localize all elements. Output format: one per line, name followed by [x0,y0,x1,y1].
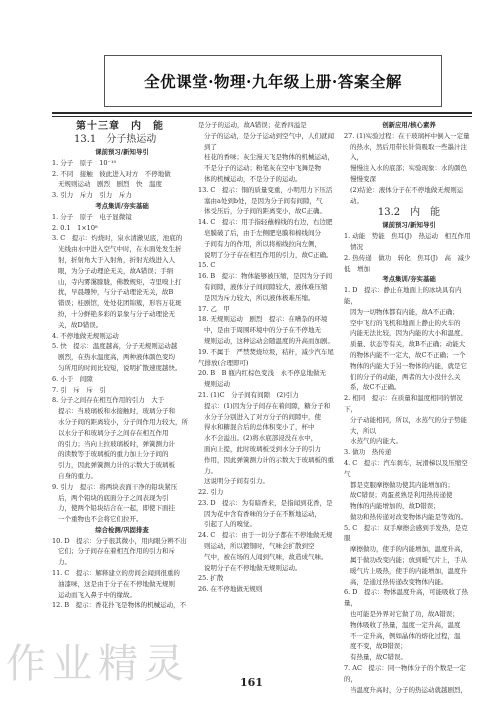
answer-item: 1. D 提示：静止在地面上的冰块具有内能， [344,286,462,305]
answer-line: 得水和糖混合后的总体积变小了，杯中 [204,423,315,432]
answer-item: 2. 热传递 做功 转化 焦耳(J) 高 减少 低 增加 [344,253,477,273]
answer-line: 的物体内能不一定大，故C不正确；一个 [350,350,466,359]
answer-line: 扰，早晨趣钟，与分子动理论无关，故B [58,288,174,297]
answer-item: 24. C 提示：由于一切分子都在不停地做无规 [198,531,333,540]
answer-item: 9. 引力 提示：将两块表面干净的铅块紧压 [52,482,178,491]
answer-item: 23. D 提示：为有暗香来，是指闻到花香，是 [198,498,333,507]
answer-line: 一个重物也不会将它们拉开。 [58,515,143,524]
answer-line: 是因为斥力较大，所以液体极难压缩。 [204,293,315,302]
answer-line: 不是分子的运动；粉笔灰在空中飞舞是物 [204,164,321,173]
answer-item: 15. C [198,261,216,270]
answer-line: 皂膜破了后，由于左侧肥皂膜和棉线间分 [204,228,321,237]
header-rule-thick [52,112,472,114]
answer-line: 匀所用的时间比较短，说明扩散速度越快。 [58,363,182,372]
answer-line: 提示：(1)因为分子间存在着间隙，糖分子和 [204,401,331,410]
answer-column-left [52,120,192,611]
answer-line: 自身的重力。 [58,471,97,480]
answer-item: 是分子的运动，故A错误；花香四溢是 [198,121,307,129]
answer-line: 剧烈，在热水温度高，两种液体颜色变均 [58,353,175,362]
answer-item: 1. 分子 原子 10⁻¹⁰ [52,158,117,167]
answer-line: 引力，因此弹簧测力计的示数大于玻璃板 [58,461,175,470]
answer-item: 5. 快 提示：温度越高，分子无规则运动越 [52,342,178,351]
answer-line: 中，是由于周围环境中的分子在不停地无 [204,326,321,335]
answer-line: 后，两个铅块的底面分子之间表现为引 [58,493,169,502]
answer-item: 3. 引力 斥力 引力 斥力 [52,191,132,200]
answer-line: 这说明分子间有引力。 [204,477,269,486]
subsection-label: 综合检测/巩固排查 [95,525,149,534]
answer-line: 属于做功改变内能；放到暖气片上，手从 [350,556,467,565]
answer-column-middle [198,120,338,595]
answer-line: 故C错误；鸡蛋煮熟是利用热传递使 [350,491,453,500]
answer-line: 面向上提，此时玻璃板受到水分子的引力 [204,444,321,453]
answer-line: 慢慢注入水的底部；实验现象：水的颜色 [350,164,467,173]
answer-item: 6. 小于 间隙 [52,374,93,383]
answer-line: 说明了分子存在相互作用的引力，故C正确。 [204,250,333,259]
answer-line: 油漆味，这是由于分子在不停地做无规则 [58,579,175,588]
answer-line: 纷，十分鲜艳多彩的景象与分子动理论无 [58,309,175,318]
answer-line: 暖气片上吸热，使手的内能增加，温度升 [350,566,467,575]
answer-line: 则运动，所以镀铜时，气味会扩散到空 [204,542,315,551]
answer-item: 12. B 提示：香花扑飞是物体的机械运动，不 [52,601,187,610]
answer-line: 物体的内能大于另一物体的内能，就是它 [350,361,467,370]
answer-line: 的热水，然后用带长针筒吸取一些墨汁注入， [350,142,467,162]
answer-item: 5. C 提示：双手摩擦会感到手发热，是克服 [344,523,468,543]
section-heading: 13.1 分子热运动 [74,134,157,145]
answer-line: 慢慢变深 [350,174,376,183]
answer-line: 分子的运动，是分子运动到空气中，人们就闻到了 [204,131,334,151]
answer-line: 光线由水中进入空气中时，在水面处发生折 [58,245,182,254]
answer-line: 运动而飞入鼻子中的缘故。 [58,590,136,599]
answer-item: 4. C 提示：汽车刹车，玩滑梯以及压缩空气 [344,458,468,478]
answer-line: 规则运动，这种运动会随温度的升高而加剧。 [204,336,334,345]
answer-line: 当温度升高时，分子的热运动就越剧烈， [350,685,467,694]
answer-line: 摩擦做功，使手的内能增加，温度升高， [350,545,467,554]
answer-line: 错误；桂剧馆，处处花团锦簇，形容万花斑 [58,299,182,308]
answer-item: 2. 不同 接触 彼此进入对方 不停地做 [52,169,171,178]
answer-line: 说明分子在不停地做无规则运动。 [204,563,302,572]
answer-line: 体受压后，分子间的距离变小，故C正确。 [204,207,326,216]
subsection-label: 创新应用/核心素养 [382,121,436,129]
answer-line: 提示：当玻璃板和水接触时，玻璃分子和 [58,407,175,416]
answer-line: 因为花中含有香味的分子在不断地运动， [204,509,321,518]
answer-item: 3. 做功 热传递 [344,448,392,457]
answer-line: 的引力；当向上拉玻璃板时，弹簧测力计 [58,439,175,448]
answer-line: 也可能是外界对它做了功，故A错误； [350,610,459,619]
answer-line: 因为一切物体都有内能，故A不正确； [350,307,459,316]
answer-line: 水蒸气的内能大。 [350,437,402,446]
answer-line: 无规则运动 剧烈 剧烈 快 温度 [58,180,162,189]
answer-line: 都是克服摩擦做功使其内能增加的； [350,480,454,489]
header-rule-thin [52,116,472,117]
answer-item: 2. 0.1 1×10⁸ [52,223,98,232]
answer-item: 25. 扩散 [198,574,224,583]
answer-item: 2. 相同 提示：在质量和温度相同的情况下， [344,394,463,413]
answer-column-right [344,120,477,695]
answer-item: 18. 无规则运动 剧烈 提示：在嘈杂的环境 [198,315,328,324]
answer-line: 关，故D错误。 [58,320,103,329]
answer-line: 们的分子的动能，两者的大小没什么关 [350,372,461,381]
answer-item: 20. B B 瓶内红棕色变浅 永不停息地做无 [198,369,327,378]
answer-line: 不一定升高，例如晶体的熔化过程，温 [350,631,461,640]
answer-item: 7. 引 斥 斥 引 [52,385,106,394]
answer-line: 有热量，故C错误。 [350,653,407,662]
answer-line: 物体吸收了热量，温度一定升高，温度 [350,620,461,629]
answer-line: 空中飞行的飞机和地面上静止的火车的 [350,318,461,327]
answer-item: 1. 分子 原子 电子显微镜 [52,212,132,221]
answer-line: 质量、状态等有关，故B不正确；动能大 [350,340,466,349]
answer-item: 4. 不停地做无规则运动 [52,331,119,340]
answer-item: 7. AC 提示：同一物体分子的个数是一定的， [344,664,466,683]
answer-line: 水分子间的距离较小，分子间作用力较大，所 [58,417,188,426]
answer-line: 有间隙，液体分子间间隙较大，液体难压缩 [204,282,328,291]
answer-item: 3. C 提示：灼烧时，泉水清澈见底，池底的 [52,234,183,243]
subsection-label: 考点集训/夯实基础 [95,201,149,210]
answer-line: 山，寺内雾霭朦胧，佛教规矩，寺里嗅上打 [58,277,182,286]
answer-item: 19. 不属于 严禁焚烧垃圾，秸秆，减少汽车尾气排放(合理即可) [198,347,334,367]
answer-line: 子间有力的作用，所以将棉线拉向左侧， [204,239,321,248]
watermark: 作业精灵 [6,641,190,687]
answer-line: 分子动能相同，所以，水蒸气的分子势能大，所以 [350,415,467,435]
answer-line: 作用，因此弹簧测力计的示数大于玻璃板的重力。 [204,455,334,475]
answer-line: 物体的内能增加的，故D错误； [350,502,440,511]
answer-line: 度不变，故B错误； [350,642,407,651]
answer-line: 高，是通过热传递改变物体内能。 [350,577,448,586]
answer-line: 做功和热传递对改变物体内能是等效的。 [350,512,467,521]
answer-line: (2)结论：液体分子在不停地做无规则运动。 [350,185,464,205]
answer-item: 13. C 提示：铜的质量变重，小明用力下压活 [198,185,333,194]
answer-item: 10. D 提示：分子很其微小，用肉眼分辨不出 [52,536,187,545]
answer-item: 6. D 提示：物体温度升高，可能吸收了热量， [344,588,468,608]
answer-line: 情况 [350,242,363,251]
section-heading: 13.2 内 能 [377,207,441,219]
answer-line: 射，折射角大于入射角，折射光线进入人 [58,255,175,264]
answer-line: 塞由a处到b处，是因为分子间有间隙，气 [204,196,323,205]
answer-item: 1. 动能 势能 焦耳(J) 热运动 相互作用 [344,232,471,241]
answer-line: 规则运动 [204,380,230,389]
answer-line: 水不会溢出。(2)将水底部浸没在水中， [204,434,318,443]
answer-line: 水分子分别进入了对方分子的间隙中，使 [204,412,321,421]
subsection-label: 课前预习/新知导引 [382,221,436,230]
page-number: 161 [240,676,263,689]
answer-line: 眼，为分子动理论无关，故A错误；手绢 [58,266,174,275]
answer-line: 引起了人的嗅觉。 [204,520,256,529]
answer-item: 17. 乙 甲 [198,304,230,313]
answer-line: 气中，被在场的人闻到气味，故造成气味。 [204,552,328,561]
subsection-label: 考点集训/夯实基础 [382,275,436,284]
answer-item: 26. 在不停地做无规则 [198,585,263,594]
answer-item: 22. 引力 [198,488,224,497]
answer-line: 内能无法比较，因为内能的大小和温度、 [350,329,467,338]
subsection-label: 课前预习/新知导引 [95,148,149,156]
answer-item: 8. 分子之间存在相互作用的引力 大于 [52,396,165,405]
answer-line: 它们；分子间存在着相互作用的引力和斥 [58,547,175,556]
answer-line: 力，使两个铅块结合在一起，即使下面挂 [58,504,175,513]
page-title: 全优课堂·物理·九年级上册·答案全解 [144,72,402,91]
answer-item: 14. C 提示：用手指轻蘸棉线的右边，右边肥 [198,218,333,227]
answer-line: 以水分子和玻璃分子之间存在相互作用 [58,428,169,437]
answer-line: 力。 [58,558,71,567]
answer-item: 16. B 提示：物体能够被压缩，是因为分子间 [198,272,333,281]
answer-item: 21. (1)C 分子间有间隙 (2)引力 [198,390,299,399]
title-banner [104,55,442,107]
answer-item: 11. C 提示：解释建立的房间会闻到很重的 [52,569,180,578]
answer-line: 系，故C不正确。 [350,383,401,392]
answer-line: 体的机械运动，不是分子的运动。 [204,174,302,183]
answer-item: 27. (1)实验过程：在干玻璃杯中倒入一定量 [344,131,470,140]
answer-line: 的读数等于玻璃板的重力加上分子间的 [58,450,169,459]
chapter-heading: 第十三章 内 能 [76,121,164,132]
answer-line: 桂花的香味；灰尘漫天飞是物体的机械运动， [204,153,334,162]
